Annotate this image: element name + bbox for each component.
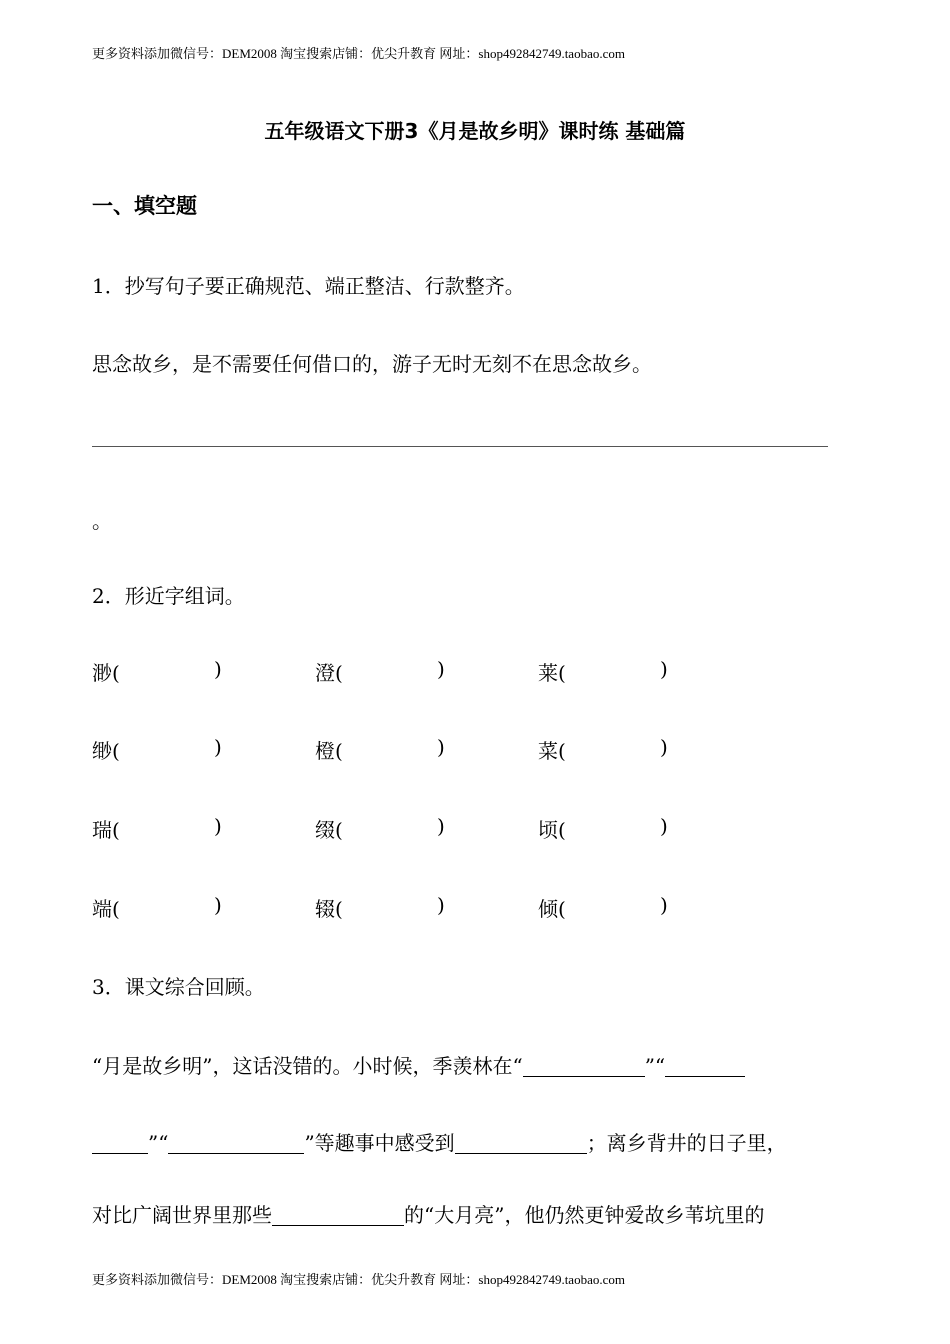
section-heading: 一、填空题 [92,194,197,218]
open-paren: ( [112,897,120,921]
header-note: 更多资料添加微信号：DEM2008 淘宝搜索店铺：优尖升教育 网址：shop492842749.taobao.com [92,46,625,61]
text-segment: “月是故乡明”，这话没错的。小时候，季羡林在“ [92,1054,523,1078]
copy-answer-line[interactable] [92,446,828,447]
close-paren: ) [437,814,445,838]
close-paren: ) [660,657,668,681]
character: 顷 [538,818,558,842]
word-cell[interactable] [92,814,222,843]
footer-note: 更多资料添加微信号：DEM2008 淘宝搜索店铺：优尖升教育 网址：shop492842749.taobao.com [92,1272,625,1287]
character: 橙 [315,739,335,763]
word-cell[interactable] [315,657,445,686]
word-cell[interactable] [538,657,668,686]
text-segment: ”“ [148,1131,169,1155]
fill-blank-2[interactable] [665,1056,745,1077]
open-paren: ( [335,739,343,763]
text-segment: 的“大月亮”，他仍然更钟爱故乡苇坑里的 [404,1203,765,1227]
word-cell[interactable] [92,893,222,922]
close-paren: ) [437,657,445,681]
character: 莱 [538,661,558,685]
character: 缈 [92,739,112,763]
close-paren: ) [437,893,445,917]
close-paren: ) [437,735,445,759]
text-segment: 对比广阔世界里那些 [92,1203,272,1227]
word-cell[interactable] [315,893,445,922]
question-1-end-mark: 。 [92,509,112,533]
close-paren: ) [214,657,222,681]
question-3-line-3 [92,1199,764,1228]
word-cell[interactable] [315,735,445,764]
character: 澄 [315,661,335,685]
word-cell[interactable] [315,814,445,843]
open-paren: ( [335,897,343,921]
question-3-prompt: 3．课文综合回顾。 [92,975,265,999]
close-paren: ) [214,735,222,759]
close-paren: ) [660,735,668,759]
word-cell[interactable] [538,814,668,843]
character: 辍 [315,897,335,921]
fill-blank-1[interactable] [523,1056,645,1077]
open-paren: ( [558,661,566,685]
character: 倾 [538,897,558,921]
fill-blank-2-continued[interactable] [92,1133,148,1154]
close-paren: ) [660,814,668,838]
close-paren: ) [660,893,668,917]
open-paren: ( [112,661,120,685]
question-1-sentence: 思念故乡，是不需要任何借口的，游子无时无刻不在思念故乡。 [92,352,652,376]
text-segment: ”等趣事中感受到 [304,1131,455,1155]
close-paren: ) [214,893,222,917]
fill-blank-4[interactable] [455,1133,587,1154]
word-cell[interactable] [92,735,222,764]
page-title: 五年级语文下册3《月是故乡明》课时练 基础篇 [264,119,686,143]
question-3-line-1 [92,1050,745,1079]
character: 菜 [538,739,558,763]
word-cell[interactable] [92,657,222,686]
question-1-prompt: 1．抄写句子要正确规范、端正整洁、行款整齐。 [92,274,525,298]
character: 端 [92,897,112,921]
open-paren: ( [335,661,343,685]
word-cell[interactable] [538,893,668,922]
word-cell[interactable] [538,735,668,764]
text-segment: ”“ [644,1054,666,1078]
character: 瑞 [92,818,112,842]
question-3-line-2 [92,1127,787,1156]
text-segment: ；离乡背井的日子里， [586,1131,787,1155]
question-2-prompt: 2．形近字组词。 [92,584,245,608]
fill-blank-5[interactable] [272,1205,404,1226]
open-paren: ( [558,897,566,921]
open-paren: ( [335,818,343,842]
close-paren: ) [214,814,222,838]
fill-blank-3[interactable] [168,1133,304,1154]
open-paren: ( [112,739,120,763]
open-paren: ( [558,739,566,763]
character: 缀 [315,818,335,842]
open-paren: ( [112,818,120,842]
character: 渺 [92,661,112,685]
open-paren: ( [558,818,566,842]
